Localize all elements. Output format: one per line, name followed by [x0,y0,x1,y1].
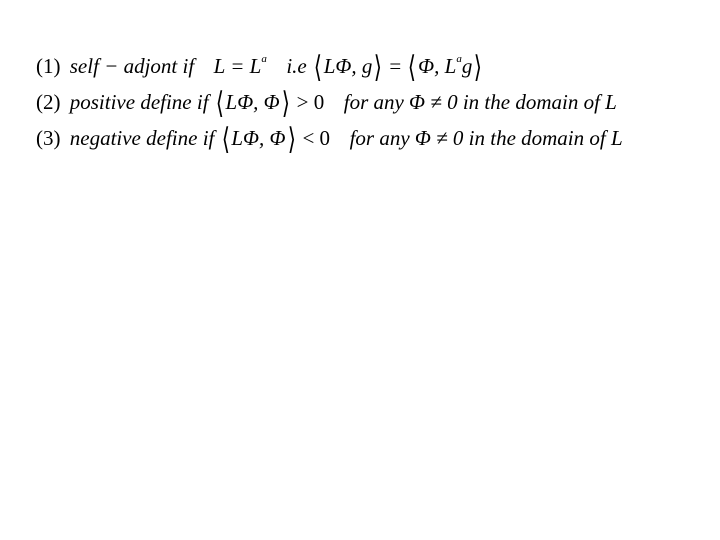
right-angle-bracket: ⟩ [474,51,483,84]
item-number: (1) [36,54,61,78]
definition-line-negative [36,123,623,156]
relation: > 0 [296,90,325,114]
operator-equation: L = L [213,54,262,78]
left-angle-bracket: ⟨ [313,51,322,84]
operator-symbol: L [610,126,623,150]
definition-text: positive define if [69,90,209,114]
definition-line-positive [36,87,617,120]
left-angle-bracket: ⟨ [221,123,230,156]
right-angle-bracket: ⟩ [281,87,290,120]
condition-text: for any Φ ≠ 0 in the domain of [343,90,600,114]
item-number: (3) [36,126,61,150]
right-angle-bracket: ⟩ [374,51,383,84]
operator-symbol: L [605,90,617,114]
definition-text: negative define if [69,126,215,150]
left-angle-bracket: ⟨ [408,51,417,84]
equals-sign: = [389,54,402,78]
left-angle-bracket: ⟨ [215,87,224,120]
relation: < 0 [302,126,331,150]
ie-text: i.e [286,54,307,78]
right-angle-bracket: ⟩ [287,123,296,156]
definition-line-self-adjoint [36,51,484,84]
inner-product-lhs: LΦ, g [323,54,373,78]
adjoint-superscript: a [456,53,462,65]
adjoint-superscript: a [261,53,267,65]
inner-product: LΦ, Φ [231,126,286,150]
inner-product-rhs: Φ, L [418,54,457,78]
item-number: (2) [36,90,61,114]
definition-text: self − adjont if [69,54,195,78]
inner-product-rhs-g: g [461,54,473,78]
inner-product: LΦ, Φ [225,90,280,114]
condition-text: for any Φ ≠ 0 in the domain of [349,126,606,150]
